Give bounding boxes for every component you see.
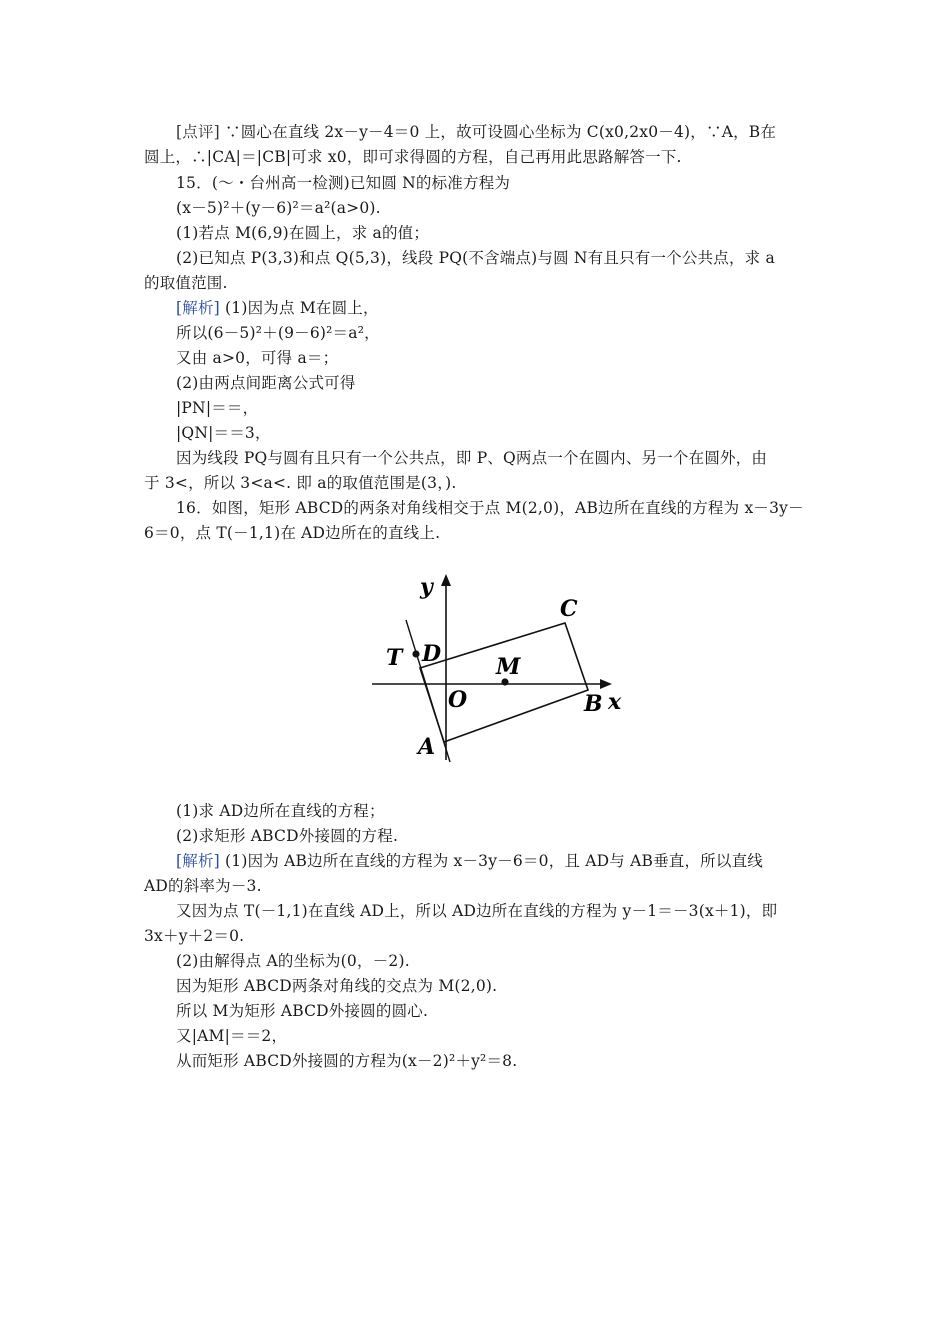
sol16-line-1	[176, 851, 763, 871]
sol15-line-7: 因为线段 PQ与圆有且只有一个公共点，即 P、Q两点一个在圆内、另一个在圆外，由	[176, 449, 768, 467]
label-A: A	[418, 734, 436, 760]
label-M: M	[496, 654, 521, 680]
rectangle-figure	[360, 566, 630, 766]
q15-part-1: (1)若点 M(6,9)在圆上，求 a的值；	[176, 224, 430, 242]
sol15-line-6: |QN|＝＝3，	[176, 424, 271, 442]
sol16-line-7: 所以 M为矩形 ABCD外接圆的圆心.	[176, 1002, 429, 1020]
sol15-line-8: 于 3<，所以 3<a<. 即 a的取值范围是(3，).	[144, 474, 457, 492]
sol15-line-5: |PN|＝＝，	[176, 399, 259, 417]
sol15-text-1: (1)因为点 M在圆上，	[219, 299, 379, 317]
sol15-line-4: (2)由两点间距离公式可得	[176, 374, 356, 392]
x-axis-arrow-icon	[600, 679, 612, 689]
sol15-line-2: 所以(6－5)²＋(9－6)²＝a²，	[176, 324, 380, 342]
q16-part-2: (2)求矩形 ABCD外接圆的方程.	[176, 827, 399, 845]
remark-line-1	[176, 122, 776, 142]
label-C: C	[560, 596, 578, 622]
remark-text-1: ∵圆心在直线 2x－y－4＝0 上，故可设圆心坐标为 C(x0,2x0－4)，∵A，B在	[219, 123, 777, 141]
q15-stem-2: (x－5)²＋(y－6)²＝a²(a>0).	[176, 199, 381, 217]
sol16-line-3: 又因为点 T(－1,1)在直线 AD上，所以 AD边所在直线的方程为 y－1＝－3(x＋1)，即	[176, 902, 778, 920]
label-T: T	[386, 645, 403, 671]
sol15-tag: [解析]	[176, 299, 220, 317]
sol16-line-6: 因为矩形 ABCD两条对角线的交点为 M(2,0).	[176, 977, 498, 995]
point-T	[412, 650, 419, 657]
label-B: B	[584, 691, 603, 717]
q15-stem-1: 15．(～・台州高一检测)已知圆 N的标准方程为	[176, 174, 511, 192]
label-O: O	[448, 687, 468, 713]
sol16-line-5: (2)由解得点 A的坐标为(0，－2).	[176, 952, 410, 970]
q15-part-2b: 的取值范围.	[144, 274, 228, 292]
sol16-line-9: 从而矩形 ABCD外接圆的方程为(x－2)²＋y²＝8.	[176, 1052, 518, 1070]
sol15-line-1	[176, 298, 379, 318]
sol16-tag: [解析]	[176, 852, 220, 870]
figure-svg	[360, 566, 630, 766]
sol16-text-1: (1)因为 AB边所在直线的方程为 x－3y－6＝0，且 AD与 AB垂直，所以直线	[219, 852, 763, 870]
sol15-line-3: 又由 a>0，可得 a＝；	[176, 349, 339, 367]
remark-line-2: 圆上，∴|CA|＝|CB|可求 x0，即可求得圆的方程，自己再用此思路解答一下.	[144, 148, 682, 166]
q16-part-1: (1)求 AD边所在直线的方程；	[176, 802, 385, 820]
label-D: D	[422, 641, 442, 667]
q16-stem-1: 16．如图，矩形 ABCD的两条对角线相交于点 M(2,0)，AB边所在直线的方程为 x－3y－	[176, 499, 804, 517]
label-y: y	[420, 574, 433, 600]
sol16-line-4: 3x＋y＋2＝0.	[144, 927, 245, 945]
remark-tag: [点评]	[176, 123, 220, 141]
sol16-line-2: AD的斜率为－3.	[144, 877, 262, 895]
q16-stem-2: 6＝0，点 T(－1,1)在 AD边所在的直线上.	[144, 524, 441, 542]
q15-part-2a: (2)已知点 P(3,3)和点 Q(5,3)，线段 PQ(不含端点)与圆 N有且只有一个公共点，求 a	[176, 249, 775, 267]
y-axis-arrow-icon	[441, 574, 451, 586]
sol16-line-8: 又|AM|＝＝2，	[176, 1027, 288, 1045]
label-x: x	[608, 689, 622, 715]
